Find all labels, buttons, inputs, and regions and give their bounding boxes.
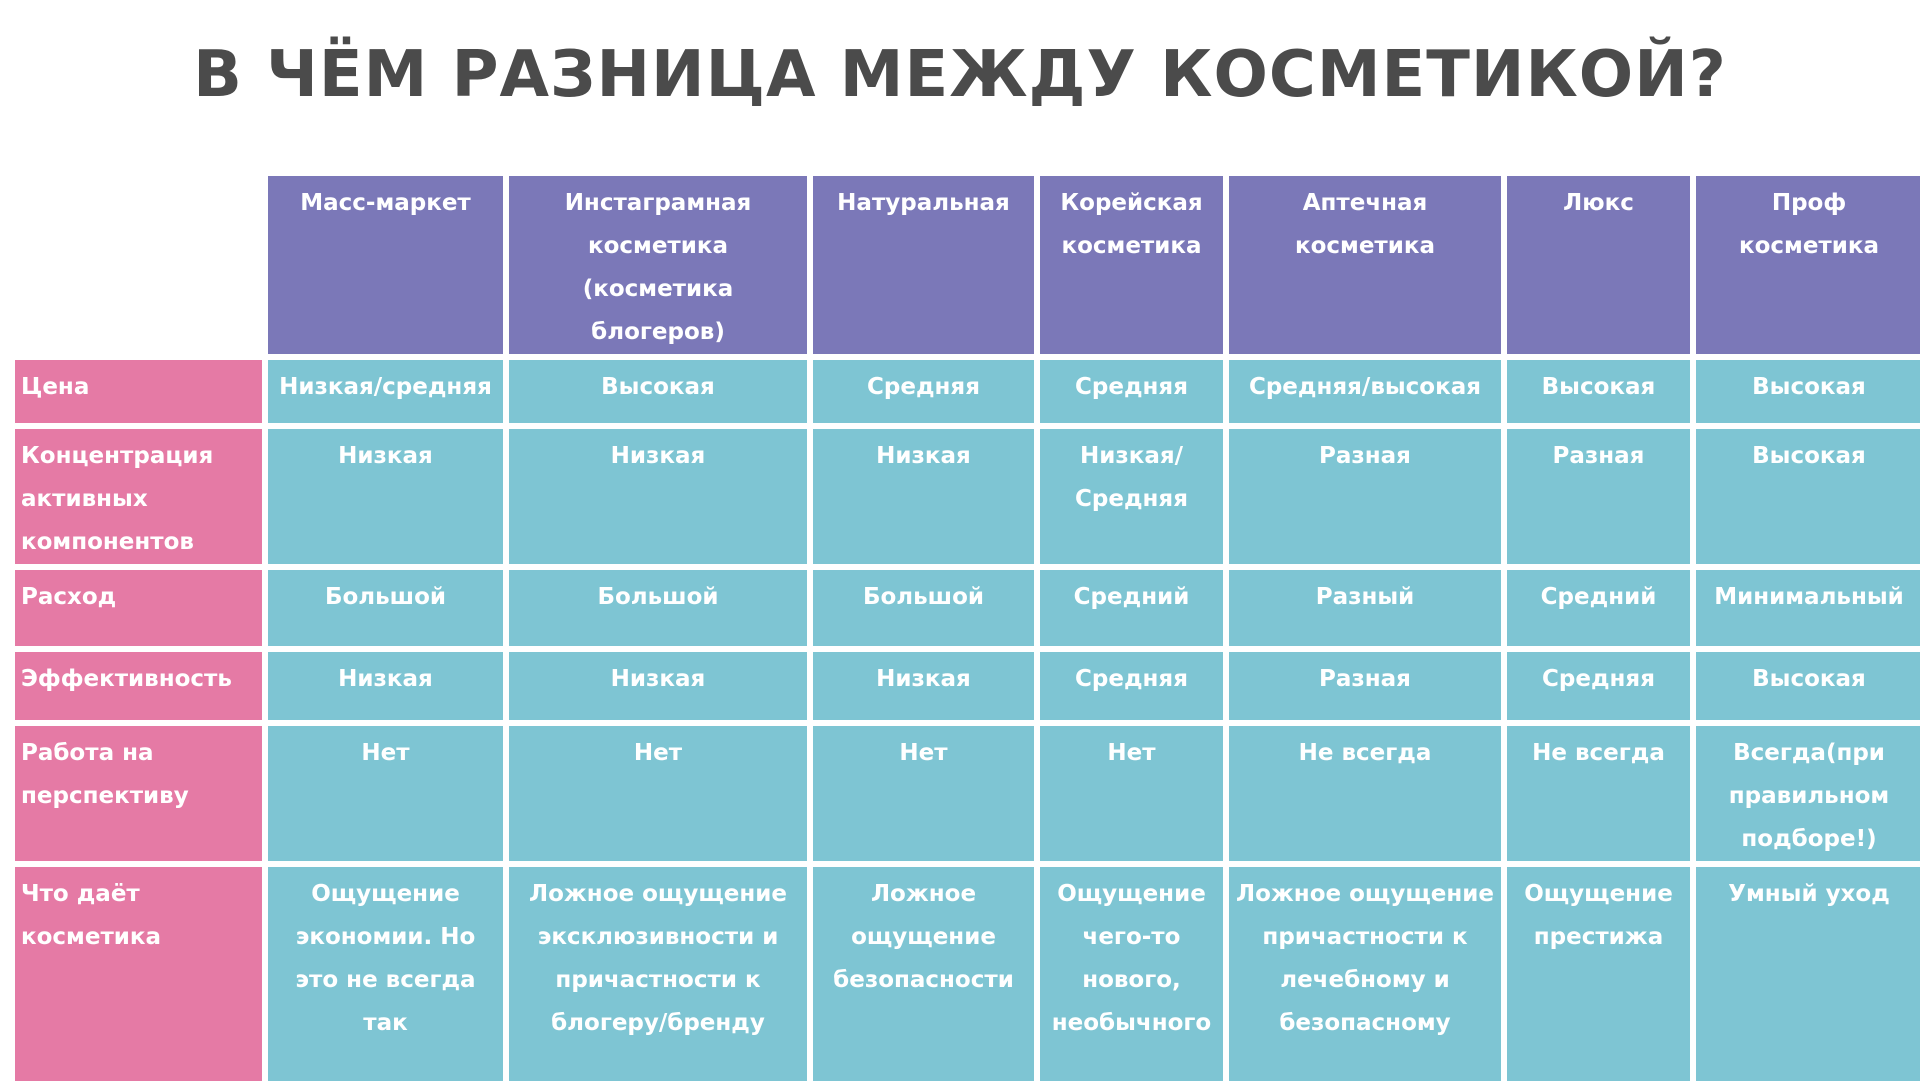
table-corner — [15, 176, 262, 354]
table-cell: Низкая — [268, 652, 503, 720]
table-cell: Низкая — [509, 652, 807, 720]
table-cell: Средняя/высокая — [1229, 360, 1501, 423]
row-header-long-term: Работа на перспективу — [15, 726, 262, 861]
table-cell: Нет — [509, 726, 807, 861]
table-cell: Низкая/средняя — [268, 360, 503, 423]
table-row-price — [15, 360, 1920, 423]
table-cell: Высокая — [1696, 652, 1920, 720]
table-cell: Высокая — [1696, 429, 1920, 564]
column-header-korean: Корейская косметика — [1040, 176, 1223, 354]
table-header-row — [15, 176, 1920, 354]
table-cell: Средняя — [813, 360, 1034, 423]
table-cell: Умный уход — [1696, 867, 1920, 1081]
row-header-effectiveness: Эффективность — [15, 652, 262, 720]
table-cell: Большой — [268, 570, 503, 646]
table-cell: Ложное ощущение безопасности — [813, 867, 1034, 1081]
page-title: В ЧЁМ РАЗНИЦА МЕЖДУ КОСМЕТИКОЙ? — [193, 38, 1727, 112]
table-row-what-it-gives — [15, 867, 1920, 1081]
table-row-consumption — [15, 570, 1920, 646]
row-header-price: Цена — [15, 360, 262, 423]
row-header-concentration: Концентрация активных компонентов — [15, 429, 262, 564]
table-cell: Разная — [1229, 429, 1501, 564]
table-row-concentration — [15, 429, 1920, 564]
column-header-professional: Проф косметика — [1696, 176, 1920, 354]
table-cell: Средняя — [1040, 652, 1223, 720]
table-cell: Большой — [509, 570, 807, 646]
column-header-luxury: Люкс — [1507, 176, 1690, 354]
table-row-long-term — [15, 726, 1920, 861]
table-row-effectiveness — [15, 652, 1920, 720]
table-cell: Ощущение экономии. Но это не всегда так — [268, 867, 503, 1081]
comparison-table — [9, 170, 1920, 1087]
table-cell: Низкая — [813, 652, 1034, 720]
table-cell: Нет — [268, 726, 503, 861]
table-cell: Не всегда — [1507, 726, 1690, 861]
table-cell: Ложное ощущение эксклюзивности и причастности к блогеру/бренду — [509, 867, 807, 1081]
column-header-natural: Натуральная — [813, 176, 1034, 354]
column-header-pharmacy: Аптечная косметика — [1229, 176, 1501, 354]
row-header-consumption: Расход — [15, 570, 262, 646]
column-header-mass-market: Масс-маркет — [268, 176, 503, 354]
column-header-instagram: Инстаграмная косметика (косметика блогеров) — [509, 176, 807, 354]
table-cell: Низкая — [813, 429, 1034, 564]
table-cell: Средний — [1040, 570, 1223, 646]
table-cell: Ложное ощущение причастности к лечебному и безопасному — [1229, 867, 1501, 1081]
table-cell: Ощущение престижа — [1507, 867, 1690, 1081]
table-cell: Нет — [813, 726, 1034, 861]
table-cell: Средняя — [1507, 652, 1690, 720]
table-cell: Низкая — [268, 429, 503, 564]
table-cell: Средний — [1507, 570, 1690, 646]
table-cell: Большой — [813, 570, 1034, 646]
table-cell: Низкая/ Средняя — [1040, 429, 1223, 564]
table-cell: Высокая — [509, 360, 807, 423]
table-cell: Минимальный — [1696, 570, 1920, 646]
table-cell: Разный — [1229, 570, 1501, 646]
table-cell: Ощущение чего-то нового, необычного — [1040, 867, 1223, 1081]
table-cell: Разная — [1507, 429, 1690, 564]
table-cell: Всегда(при правильном подборе!) — [1696, 726, 1920, 861]
table-cell: Низкая — [509, 429, 807, 564]
table-cell: Высокая — [1507, 360, 1690, 423]
table-cell: Разная — [1229, 652, 1501, 720]
table-cell: Нет — [1040, 726, 1223, 861]
table-cell: Средняя — [1040, 360, 1223, 423]
table-cell: Высокая — [1696, 360, 1920, 423]
row-header-what-it-gives: Что даёт косметика — [15, 867, 262, 1081]
table-cell: Не всегда — [1229, 726, 1501, 861]
